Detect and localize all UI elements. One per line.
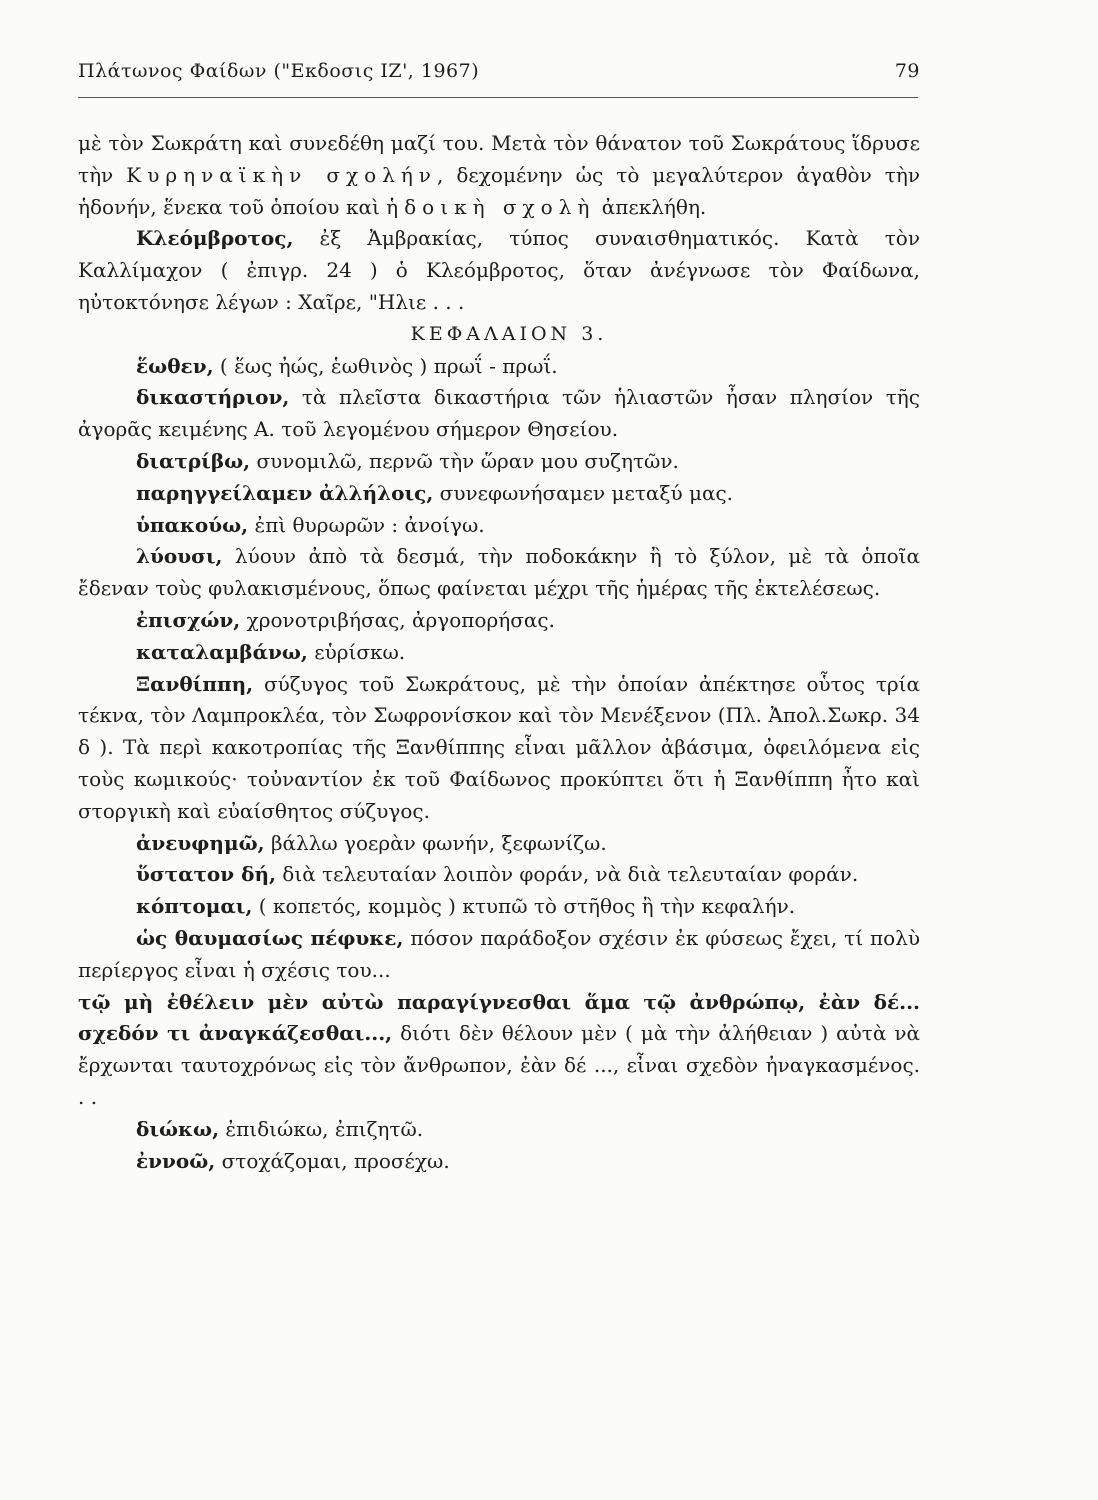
headword: λύουσι, [136, 544, 223, 569]
glossary-entry [78, 541, 920, 605]
glossary-entry [78, 637, 920, 669]
definition: τὰ πλεῖστα δικαστήρια τῶν ἡλιαστῶν ἦσαν πλησίον τῆς ἀγορᾶς κειμένης Α. τοῦ λεγομένου σήμερον Θησείου. [78, 385, 920, 442]
definition: ἐπὶ θυρωρῶν : ἀνοίγω. [248, 512, 485, 537]
headword: ἐννοῶ, [136, 1148, 216, 1173]
glossary-entry [78, 1114, 920, 1146]
headword: παρηγγείλαμεν ἀλλήλοις, [136, 480, 434, 505]
definition: στοχάζομαι, προσέχω. [215, 1148, 450, 1173]
definition: διότι δὲν θέλουν μὲν ( μὰ τὴν ἀλήθειαν ) αὐτὰ νὰ ἔρχωνται ταυτοχρόνως εἰς τὸν ἄνθρωπον, ἐὰν δέ ..., εἶναι σχεδὸν ἠναγκασμένος. . . [78, 1021, 920, 1109]
headword: ἀνευφημῶ, [136, 830, 265, 855]
chapter-heading: ΚΕΦΑΛΑΙΟΝ 3. [410, 322, 608, 345]
definition: ἐπιδιώκω, ἐπιζητῶ. [219, 1116, 424, 1141]
glossary-entry [78, 923, 920, 987]
definition: χρονοτριβήσας, ἀργοπορήσας. [240, 607, 555, 632]
definition: συνεφωνήσαμεν μεταξύ μας. [433, 480, 734, 505]
spaced-term: ἡδοικὴ σχολὴ [386, 194, 596, 219]
glossary-entry [78, 1146, 920, 1178]
definition: σύζυγος τοῦ Σωκράτους, μὲ τὴν ὁποίαν ἀπέκτησε οὗτος τρία τέκνα, τὸν Λαμπροκλέα, τὸν Σωφρονίσκον καὶ τὸν Μενέξενον (Πλ. Ἀπολ.Σωκρ. 34 δ ). Τὰ περὶ κακοτροπίας τῆς Ξανθίππης εἶναι μᾶλλον ἀβάσιμα, ὀφειλόμενα εἰς τοὺς κωμικούς· τοὐναντίον ἐκ τοῦ Φαίδωνος προκύπτει ὅτι ἡ Ξανθίππη ἦτο καὶ στοργικὴ καὶ εὐαίσθητος σύζυγος. [78, 671, 920, 823]
glossary-entry [78, 891, 920, 923]
definition: ( ἕως ἠώς, ἑωθινὸς ) πρωΐ - πρωΐ. [213, 353, 558, 378]
headword: δικαστήριον, [136, 385, 290, 410]
definition: βάλλω γοερὰν φωνήν, ξεφωνίζω. [264, 830, 607, 855]
headword: ὡς θαυμασίως πέφυκε, [136, 925, 404, 950]
definition: πόσον παράδοξον σχέσιν ἐκ φύσεως ἔχει, τί πολὺ περίεργος εἶναι ἡ σχέσις του... [78, 925, 920, 982]
headword: ἕωθεν, [136, 353, 214, 378]
headword: Κλεόμβροτος, [136, 226, 294, 251]
definition: λύουν ἀπὸ τὰ δεσμά, τὴν ποδοκάκην ἢ τὸ ξύλον, μὲ τὰ ὁποῖα ἔδεναν τοὺς φυλακισμένους, ὅπως φαίνεται μέχρι τῆς ἡμέρας τῆς ἐκτελέσεως. [78, 544, 920, 601]
headword: ἐπισχών, [136, 607, 241, 632]
headword: ὕστατον δή, [136, 862, 276, 887]
headword: τῷ μὴ ἐθέλειν μὲν αὐτὼ παραγίγνεσθαι ἅμα τῷ ἀνθρώπῳ, ἐὰν δέ... σχεδόν τι ἀναγκάζεσθαι..., [78, 989, 920, 1046]
page-number: 79 [894, 60, 920, 82]
definition: διὰ τελευταίαν λοιπὸν φοράν, νὰ διὰ τελευταίαν φοράν. [275, 862, 859, 887]
running-header [78, 60, 920, 82]
glossary-entry [78, 446, 920, 478]
header-rule [78, 97, 918, 98]
glossary-entry [78, 382, 920, 446]
headword: Ξανθίππη, [136, 671, 254, 696]
definition: συνομιλῶ, περνῶ τὴν ὥραν μου συζητῶν. [250, 448, 679, 473]
glossary-entry [78, 987, 920, 1114]
headword: διατρίβω, [136, 448, 251, 473]
page-body [78, 128, 920, 1177]
definition: ἐξ Ἀμβρακίας, τύπος συναισθηματικός. Κατὰ τὸν Καλλίμαχον ( ἐπιγρ. 24 ) ὁ Κλεόμβροτος, ὅταν ἀνέγνωσε τὸν Φαίδωνα, ηὐτοκτόνησε λέγων : Χαῖρε, "Ηλιε . . . [78, 226, 920, 314]
glossary-entry [78, 669, 920, 828]
glossary-entry [78, 859, 920, 891]
definition: ( κοπετός, κομμὸς ) κτυπῶ τὸ στῆθος ἢ τὴν κεφαλήν. [252, 894, 796, 919]
paragraph-cyrenaic: μὲ τὸν Σωκράτη καὶ συνεδέθη μαζί του. Μετὰ τὸν θάνατον τοῦ Σωκράτους ἵδρυσε τὴν Κυρηναϊκὴν σχολήν, δεχομένην ὡς τὸ μεγαλύτερον ἀγαθὸν τὴν ἡδονήν, ἕνεκα τοῦ ὁποίου καὶ ἡδοικὴ σχολὴ ἀπεκλήθη. [78, 131, 920, 219]
headword: κόπτομαι, [136, 894, 253, 919]
glossary-entry [78, 828, 920, 860]
glossary-entry [78, 510, 920, 542]
glossary-entry [78, 351, 920, 383]
glossary-entry [78, 223, 920, 318]
spaced-term: Κυρηναϊκὴν σχολήν [126, 162, 437, 187]
headword: ὑπακούω, [136, 512, 249, 537]
headword: καταλαμβάνω, [136, 639, 308, 664]
definition: εὑρίσκω. [307, 639, 406, 664]
headword: διώκω, [136, 1116, 220, 1141]
glossary-entry [78, 478, 920, 510]
header-title: Πλάτωνος Φαίδων ("Εκδοσις ΙΖ', 1967) [78, 60, 480, 82]
glossary-entry [78, 605, 920, 637]
